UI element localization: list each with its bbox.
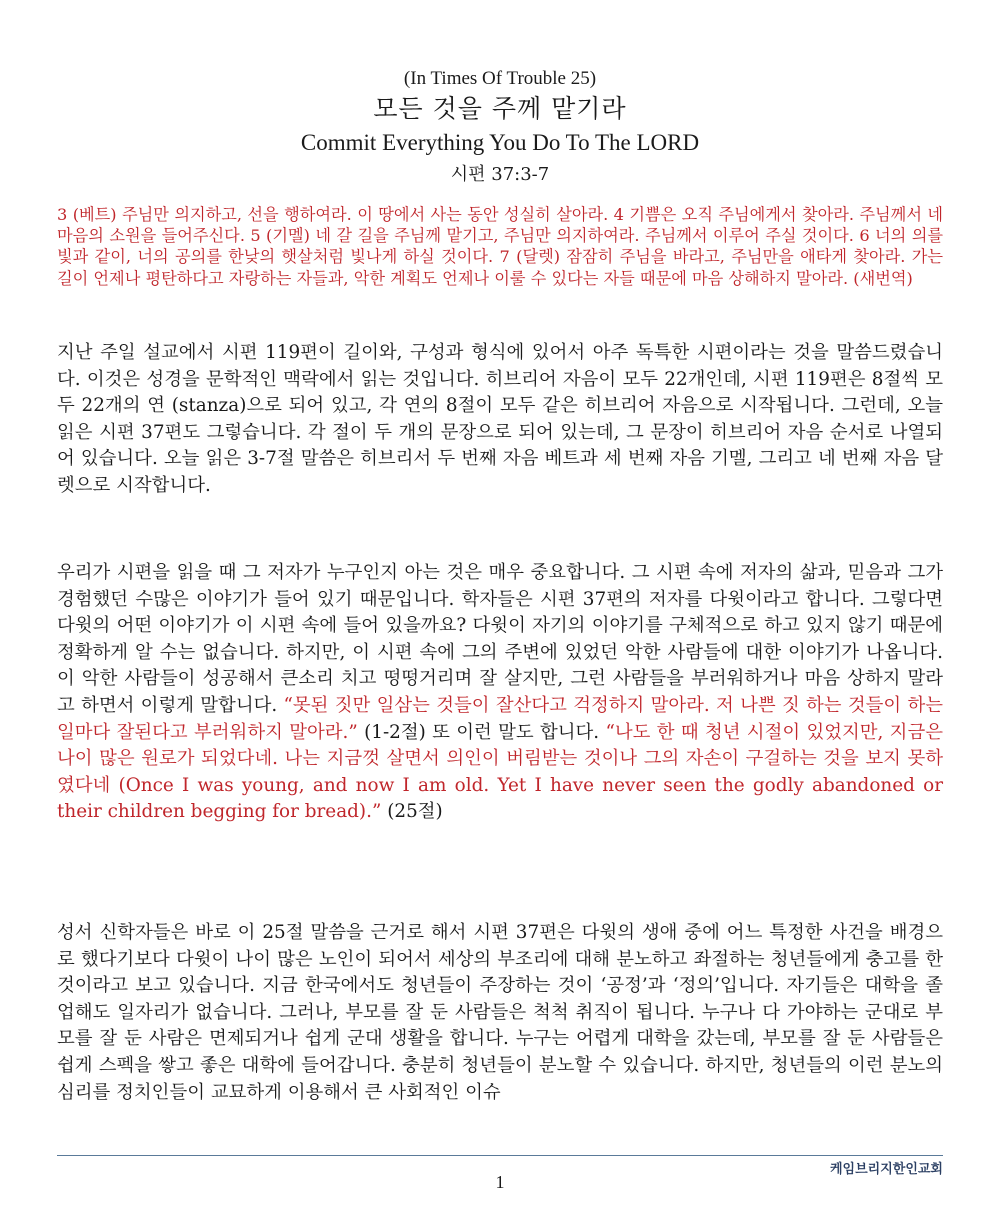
paragraph-1: 지난 주일 설교에서 시편 119편이 길이와, 구성과 형식에 있어서 아주 독특한 시편이라는 것을 말씀드렸습니다. 이것은 성경을 문학적인 맥락에서 읽는 것입니다. 히브리어 자음이 모두 22개인데, 시편 119편은 8절씩 모두 22개의 연 (stanza)으로 되어 있고, 각 연의 8절이 모두 같은 히브리어 자음으로 시작됩니다. 그런데, 오늘 읽은 시편 37편도 그렇습니다. 각 절이 두 개의 문장으로 되어 있는데, 그 문장이 히브리어 자음 순서로 나열되어 있습니다. 오늘 읽은 3-7절 말씀은 히브리서 두 번째 자음 베트과 세 번째 자음 기멜, 그리고 네 번째 자음 달렛으로 시작합니다.: [57, 342, 943, 496]
sermon-header: [0, 66, 1000, 190]
paragraph-2-text-c: (25절): [381, 801, 443, 823]
series-title: (In Times Of Trouble 25): [403, 68, 597, 89]
title-korean: 모든 것을 주께 맡기라: [373, 94, 627, 123]
paragraph-3: 성서 신학자들은 바로 이 25절 말씀을 근거로 해서 시편 37편은 다윗의 생애 중에 어느 특정한 사건을 배경으로 했다기보다 다윗이 나이 많은 노인이 되어서 세상의 부조리에 대해 분노하고 좌절하는 청년들에게 충고를 한 것이라고 보고 있습니다. 지금 한국에서도 청년들이 주장하는 것이 ‘공정’과 ‘정의’입니다. 자기들은 대학을 졸업해도 일자리가 없습니다. 그러나, 부모를 잘 둔 사람들은 척척 취직이 됩니다. 누구나 다 가야하는 군대로 부모를 잘 둔 사람은 면제되거나 쉽게 군대 생활을 합니다. 누구는 어렵게 대학을 갔는데, 부모를 잘 둔 사람들은 쉽게 스펙을 쌓고 좋은 대학에 들어갑니다. 충분히 청년들이 분노할 수 있습니다. 하지만, 청년들의 이런 분노의 심리를 정치인들이 교묘하게 이용해서 큰 사회적인 이슈: [57, 922, 943, 1103]
church-name: 케임브리지한인교회: [829, 1162, 943, 1177]
scripture-passage: 3 (베트) 주님만 의지하고, 선을 행하여라. 이 땅에서 사는 동안 성실히 살아라. 4 기쁨은 오직 주님에게서 찾아라. 주님께서 네 마음의 소원을 들어주신다. 5 (기멜) 네 갈 길을 주님께 맡기고, 주님만 의지하여라. 주님께서 이루어 주실 것이다. 6 너의 의를 빛과 같이, 너의 공의를 한낮의 햇살처럼 빛나게 하실 것이다. 7 (달렛) 잠잠히 주님을 바라고, 주님만을 애타게 찾아라. 가는 길이 언제나 평탄하다고 자랑하는 자들과, 악한 계획도 언제나 이룰 수 있다는 자들 때문에 마음 상해하지 말아라. (새번역): [57, 205, 943, 288]
scripture-reference: 시편 37:3-7: [450, 164, 550, 185]
paragraph-2-text-b: (1-2절) 또 이런 말도 합니다.: [357, 721, 606, 743]
quote-verses-1-2: “못된 짓만 일삼는 것들이 잘산다고 걱정하지 말아라. 저 나쁜 짓 하는 것들이 하는 일마다 잘된다고 부러워하지 말아라.”: [57, 694, 943, 743]
paragraph-2-text-a: 우리가 시편을 읽을 때 그 저자가 누구인지 아는 것은 매우 중요합니다. 그 시편 속에 저자의 삶과, 믿음과 그가 경험했던 수많은 이야기가 들어 있기 때문입니다. 학자들은 시편 37편의 저자를 다윗이라고 합니다. 그렇다면 다윗의 어떤 이야기가 이 시편 속에 들어 있을까요? 다윗이 자기의 이야기를 구체적으로 하고 있지 않기 때문에 정확하게 알 수는 없습니다. 하지만, 이 시편 속에 그의 주변에 있었던 악한 사람들에 대한 이야기가 나옵니다. 이 악한 사람들이 성공해서 큰소리 치고 떵떵거리며 잘 살지만, 그런 사람들을 부러워하거나 마음 상하지 말라고 하면서 이렇게 말합니다.: [57, 562, 943, 716]
footer-divider: [57, 1155, 943, 1156]
paragraph-2: [57, 560, 943, 826]
page-number: 1: [495, 1172, 505, 1192]
title-english: Commit Everything You Do To The LORD: [300, 130, 700, 155]
quote-verse-25: “나도 한 때 청년 시절이 있었지만, 지금은 나이 많은 원로가 되었다네. 나는 지금껏 살면서 의인이 버림받는 것이나 그의 자손이 구걸하는 것을 보지 못하였다네 (Once I was young, and now I am old. Yet I have never seen the godly abandoned or their children begging for bread).”: [57, 721, 943, 823]
